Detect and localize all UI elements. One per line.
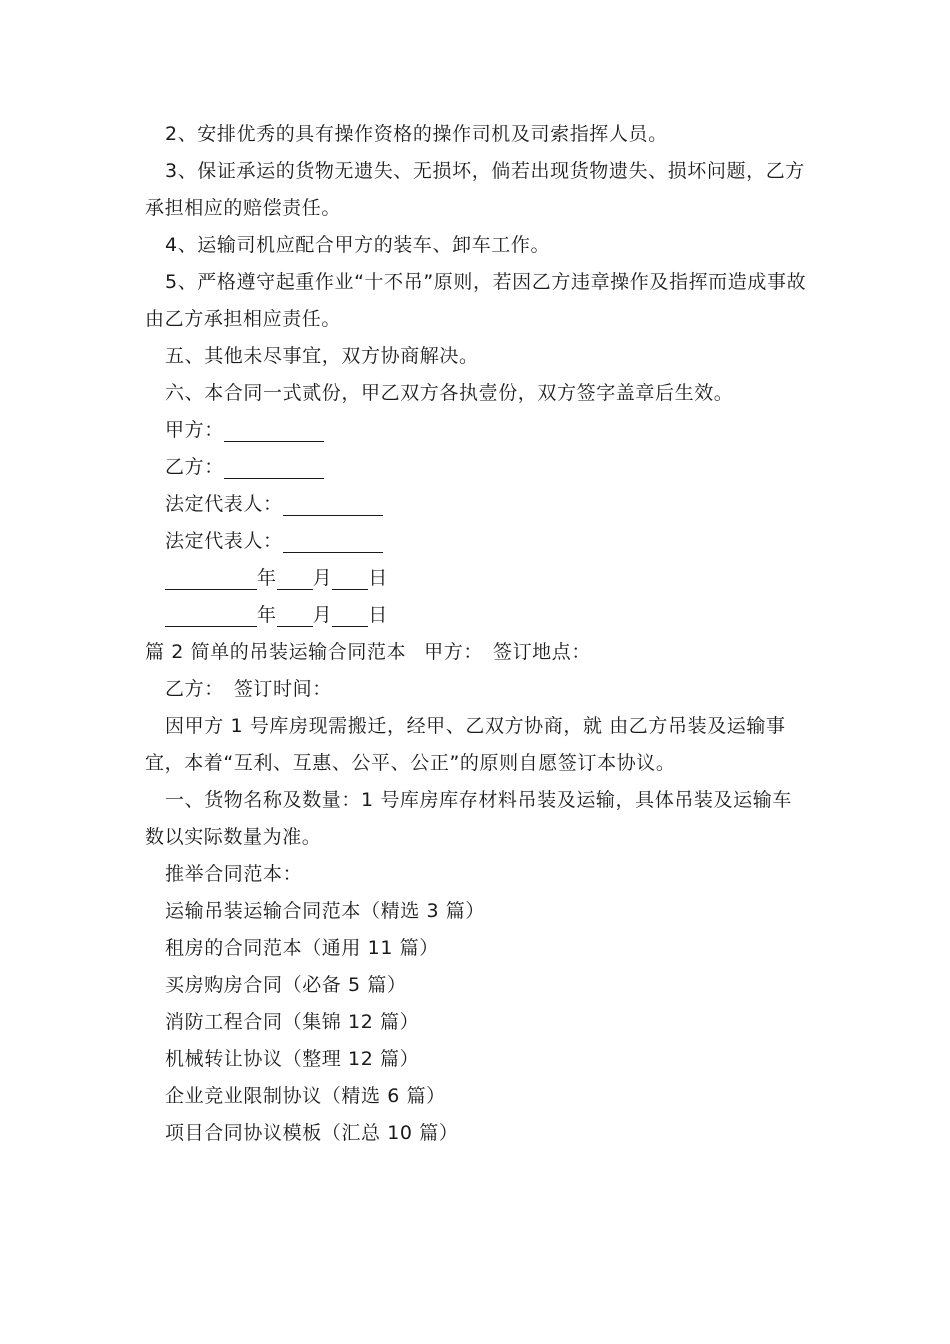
section2-intro: 因甲方 1 号库房现需搬迁，经甲、乙双方协商，就 由乙方吊装及运输事宜，本着“互利、互惠、公平、公正”的原则自愿签订本协议。 xyxy=(145,715,786,774)
clause-3: 3、保证承运的货物无遗失、无损坏，倘若出现货物遗失、损坏问题，乙方承担相应的赔偿责任。 xyxy=(145,160,805,219)
document-body xyxy=(145,116,810,1152)
day-blank xyxy=(332,600,368,627)
recommend-link[interactable]: 消防工程合同（集锦 12 篇） xyxy=(165,1011,420,1033)
party-b-blank xyxy=(224,452,324,479)
year-blank xyxy=(165,563,257,590)
clause-4: 4、运输司机应配合甲方的装车、卸车工作。 xyxy=(165,234,551,256)
section2-sign-time: 签订时间： xyxy=(233,678,332,700)
legal-rep-signature-2 xyxy=(145,523,810,560)
legal-rep-blank xyxy=(283,526,383,553)
year-label: 年 xyxy=(257,567,277,589)
month-label: 月 xyxy=(312,567,333,589)
section2-item-1: 一、货物名称及数量：1 号库房库存材料吊装及运输，具体吊装及运输车数以实际数量为准。 xyxy=(145,789,792,848)
year-blank xyxy=(165,600,257,627)
legal-rep-label: 法定代表人： xyxy=(165,493,283,515)
recommend-link[interactable]: 运输吊装运输合同范本（精选 3 篇） xyxy=(165,900,485,922)
month-blank xyxy=(277,563,313,590)
month-blank xyxy=(277,600,313,627)
recommend-link[interactable]: 项目合同协议模板（汇总 10 篇） xyxy=(165,1122,459,1144)
section2-party-b-line xyxy=(145,671,810,708)
party-a-blank xyxy=(224,415,324,442)
recommend-link[interactable]: 企业竞业限制协议（精选 6 篇） xyxy=(165,1085,446,1107)
year-label: 年 xyxy=(257,604,277,626)
party-b-label: 乙方： xyxy=(165,456,224,478)
date-line-1 xyxy=(145,560,810,597)
section2-heading: 篇 2 简单的吊装运输合同范本 xyxy=(145,641,407,663)
party-a-signature xyxy=(145,412,810,449)
day-label: 日 xyxy=(368,567,388,589)
section-five: 五、其他未尽事宜，双方协商解决。 xyxy=(165,345,479,367)
party-b-signature xyxy=(145,449,810,486)
section2-party-b: 乙方： xyxy=(165,678,224,700)
clause-5: 5、严格遵守起重作业“十不吊”原则，若因乙方违章操作及指挥而造成事故由乙方承担相应责任。 xyxy=(145,271,807,330)
legal-rep-label: 法定代表人： xyxy=(165,530,283,552)
month-label: 月 xyxy=(312,604,333,626)
section2-heading-line xyxy=(145,634,810,671)
date-line-2 xyxy=(145,597,810,634)
section2-party-a: 甲方： xyxy=(424,641,483,663)
day-label: 日 xyxy=(368,604,388,626)
recommend-link[interactable]: 买房购房合同（必备 5 篇） xyxy=(165,974,407,996)
clause-2: 2、安排优秀的具有操作资格的操作司机及司索指挥人员。 xyxy=(165,123,668,145)
section2-sign-place: 签订地点： xyxy=(492,641,591,663)
legal-rep-signature-1 xyxy=(145,486,810,523)
day-blank xyxy=(332,563,368,590)
recommend-link[interactable]: 租房的合同范本（通用 11 篇） xyxy=(165,937,439,959)
recommend-link[interactable]: 机械转让协议（整理 12 篇） xyxy=(165,1048,420,1070)
legal-rep-blank xyxy=(283,489,383,516)
recommend-title: 推举合同范本： xyxy=(165,863,303,885)
section-six: 六、本合同一式贰份，甲乙双方各执壹份，双方签字盖章后生效。 xyxy=(165,382,734,404)
party-a-label: 甲方： xyxy=(165,419,224,441)
